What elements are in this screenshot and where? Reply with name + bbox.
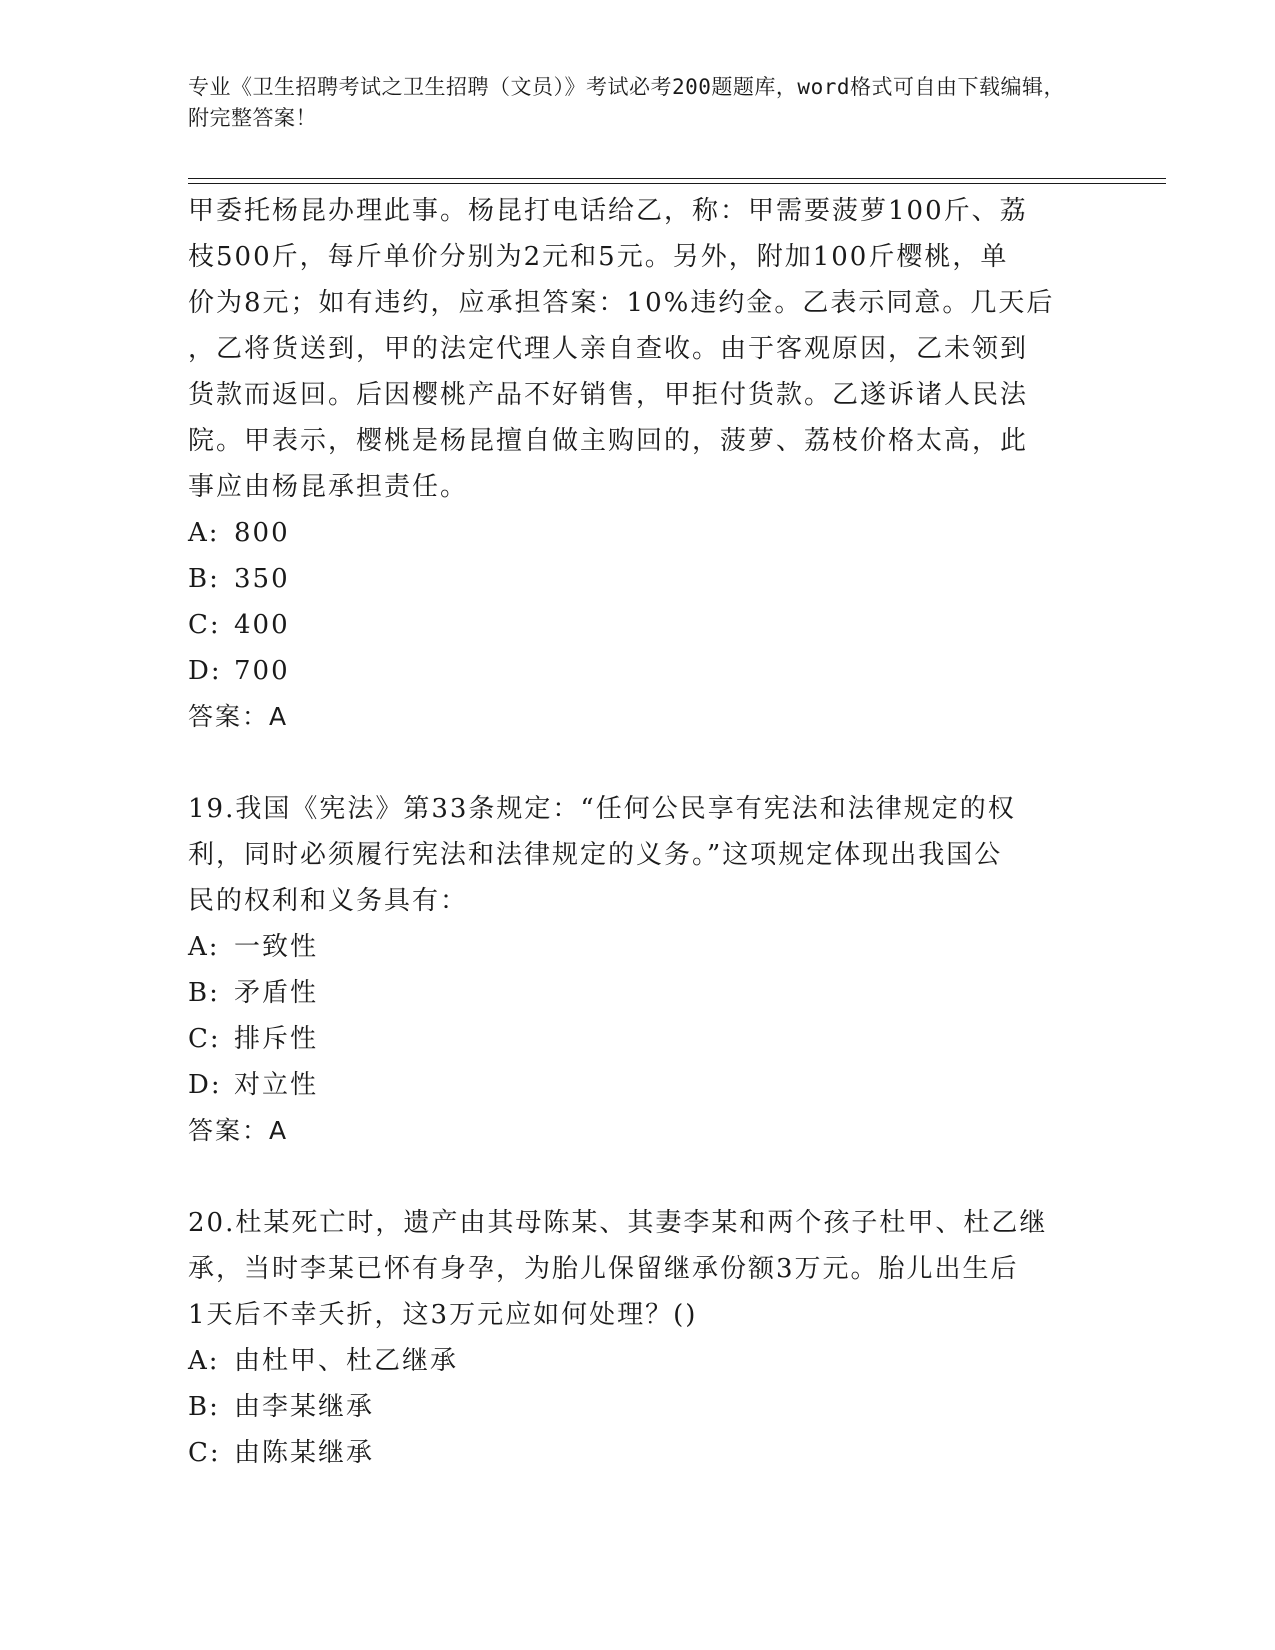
- question-19-option-d: [188, 1062, 1088, 1108]
- question-18-option-a: [188, 510, 1088, 556]
- option-letter: D:: [188, 1070, 222, 1100]
- option-text: 排斥性: [234, 1024, 319, 1054]
- option-letter: A:: [188, 518, 220, 548]
- question-18-option-c: [188, 602, 1088, 648]
- question-20-block: [188, 1200, 1088, 1476]
- question-18-answer: 答案：A: [188, 702, 289, 731]
- question-19-block: [188, 786, 1088, 1154]
- question-19-option-c: [188, 1016, 1088, 1062]
- question-20-option-b: [188, 1384, 1088, 1430]
- option-text: 由陈某继承: [234, 1438, 375, 1468]
- header-divider-bottom: [188, 183, 1166, 184]
- option-text: 700: [234, 656, 290, 686]
- option-letter: B:: [188, 978, 220, 1008]
- option-text: 一致性: [234, 932, 319, 962]
- option-text: 400: [234, 610, 290, 640]
- question-18-block: [188, 188, 1088, 740]
- option-text: 对立性: [234, 1070, 319, 1100]
- option-text: 矛盾性: [234, 978, 319, 1008]
- option-letter: C:: [188, 1024, 221, 1054]
- option-letter: A:: [188, 1346, 220, 1376]
- header-divider-top: [188, 178, 1166, 179]
- option-letter: C:: [188, 610, 221, 640]
- option-letter: A:: [188, 932, 220, 962]
- document-body: [188, 188, 1088, 1476]
- question-18-text: 甲委托杨昆办理此事。杨昆打电话给乙，称：甲需要菠萝100斤、荔 枝500斤，每斤单价分别为2元和5元。另外，附加100斤樱桃，单 价为8元；如有违约，应承担答案：10%违约金。乙表示同意。几天后 ，乙将货送到，甲的法定代理人亲自查收。由于客观原因，乙未领到 货款而返回。后因樱桃产品不好销售，甲拒付货款。乙遂诉诸人民法 院。甲表示，樱桃是杨昆擅自做主购回的，菠萝、荔枝价格太高，此 事应由杨昆承担责任。: [188, 196, 1055, 502]
- question-18-option-b: [188, 556, 1088, 602]
- question-19-option-a: [188, 924, 1088, 970]
- question-20-option-c: [188, 1430, 1088, 1476]
- document-title: 专业《卫生招聘考试之卫生招聘（文员）》考试必考200题题库，word格式可自由下载编辑，附完整答案！: [188, 75, 1065, 130]
- question-20-option-a: [188, 1338, 1088, 1384]
- option-text: 350: [234, 564, 290, 594]
- option-letter: B:: [188, 1392, 220, 1422]
- question-20-text: 20.杜某死亡时，遗产由其母陈某、其妻李某和两个孩子杜甲、杜乙继 承，当时李某已怀有身孕，为胎儿保留继承份额3万元。胎儿出生后 1天后不幸夭折，这3万元应如何处理？(): [188, 1208, 1048, 1330]
- option-letter: B:: [188, 564, 220, 594]
- option-text: 由杜甲、杜乙继承: [234, 1346, 459, 1376]
- option-letter: D:: [188, 656, 222, 686]
- question-19-answer: 答案：A: [188, 1116, 289, 1145]
- option-letter: C:: [188, 1438, 221, 1468]
- option-text: 由李某继承: [234, 1392, 375, 1422]
- question-19-option-b: [188, 970, 1088, 1016]
- question-18-option-d: [188, 648, 1088, 694]
- option-text: 800: [234, 518, 290, 548]
- document-header: [188, 72, 1068, 134]
- question-19-text: 19.我国《宪法》第33条规定：“任何公民享有宪法和法律规定的权 利，同时必须履行宪法和法律规定的义务。”这项规定体现出我国公 民的权利和义务具有：: [188, 794, 1016, 916]
